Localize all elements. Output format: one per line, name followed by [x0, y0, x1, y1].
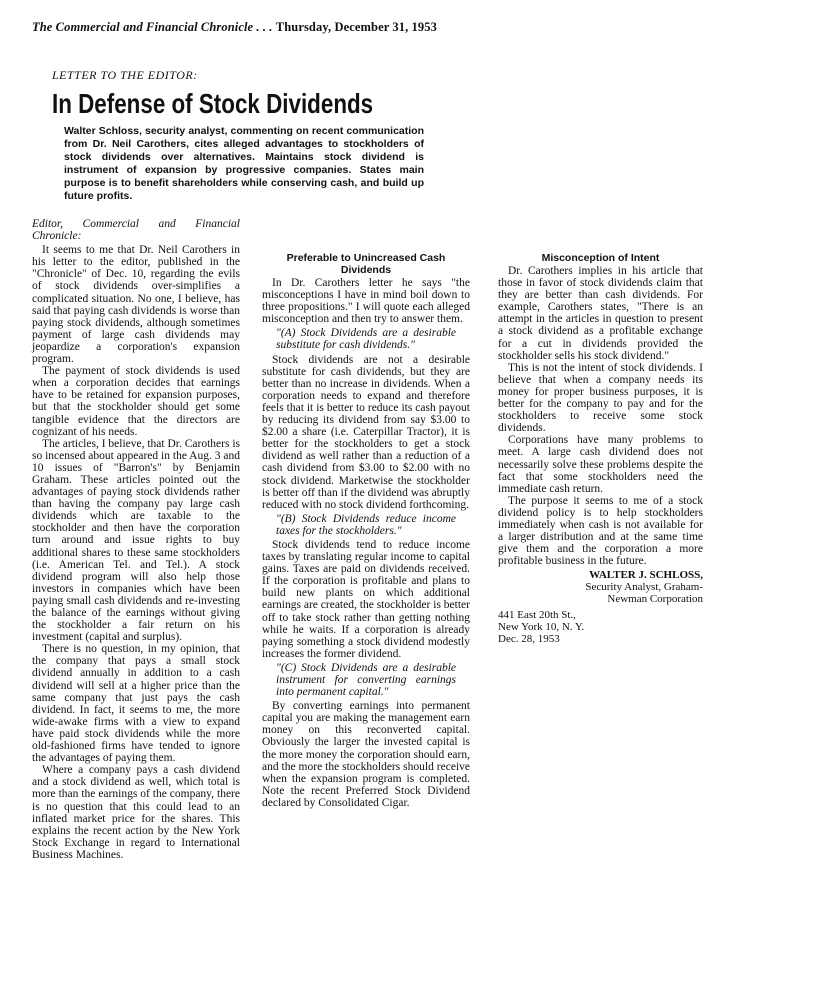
paragraph: Corporations have many problems to meet. A large cash dividend does not necessarily solve these problems despite the fact that some stockholders need the immediate cash return.	[498, 434, 703, 495]
deck-summary: Walter Schloss, security analyst, commenting on recent communication from Dr. Neil Carothers, cites alleged advantages to stockholders of stock dividends over alternatives. Maintains stock dividend is instrument of expansion by progressive companies. States main purpose is to benefit shareholders while conserving cash, and build up future profits.	[64, 125, 424, 202]
paragraph: Dr. Carothers implies in his article that those in favor of stock dividends claim that they are better than cash dividends. For example, Carothers states, "There is an attempt in the articles in question to present a stock dividend as a profitable exchange for a cut in dividends provided the stockholder sells his stock dividend."	[498, 265, 703, 362]
signature-block	[498, 569, 703, 605]
subheading: Preferable to Unincreased Cash Dividends	[286, 252, 446, 276]
article-column-1	[32, 218, 240, 861]
article-column-3	[498, 252, 703, 645]
publication-date: Thursday, December 31, 1953	[275, 20, 437, 34]
paragraph: Stock dividends tend to reduce income taxes by translating regular income to capital gains. Taxes are paid on dividends received. If the corporation is profitable and plans to build new plants on which additional earnings are created, the stockholder is better off to take stock rather than getting nothing while he waits. If a corporation is already paying something a stock dividend modestly increases the former dividend.	[262, 538, 470, 660]
paragraph: In Dr. Carothers letter he says "the misconceptions I have in mind boil down to three propositions." I will quote each alleged misconception and then try to answer them.	[262, 277, 470, 326]
author-employer: Newman Corporation	[607, 593, 703, 606]
masthead	[32, 20, 437, 35]
address-block	[498, 609, 703, 645]
quoted-proposition: "(A) Stock Dividends are a desirable substitute for cash dividends."	[276, 327, 456, 352]
quoted-proposition: "(C) Stock Dividends are a desirable instrument for converting earnings into permanent capital."	[276, 661, 456, 699]
publication-name: The Commercial and Financial Chronicle . . .	[32, 20, 273, 34]
paragraph: By converting earnings into permanent capital you are making the management earn money on this reconverted capital. Obviously the larger the invested capital is the more money the corporation should earn, and the more the stockholders should receive when the expansion program is completed. Note the recent Preferred Stock Dividend declared by Consolidated Cigar.	[262, 700, 470, 809]
paragraph: The articles, I believe, that Dr. Carothers is so incensed about appeared in the Aug. 3 and 10 issues of "Barron's" by Benjamin Graham. These articles pointed out the advantages of paying stock dividends rather than having the company pay large cash dividends which are taxable to the stockholder and then have the corporation turn around and issue rights to buy additional shares to these same stockholders (i.e. American Tel. and Tel.). A stock dividend program will also help those investors in companies which have been paying small cash dividends and re-investing the balance of the earnings without giving the stockholder a fair return on his investment (capital and surplus).	[32, 437, 240, 644]
address-line: 441 East 20th St.,	[498, 609, 576, 622]
paragraph: The payment of stock dividends is used when a corporation decides that earnings have to be retained for expansion purposes, but that the stockholder should get some tangible evidence that the directors are cognizant of his needs.	[32, 365, 240, 438]
paragraph: Where a company pays a cash dividend and a stock dividend as well, which total is more than the earnings of the company, there is no question that this could lead to an inflated market price for the shares. This explains the recent action by the New York Stock Exchange in regard to International Business Machines.	[32, 764, 240, 861]
salutation: Editor, Commercial and Financial Chronicle:	[32, 218, 240, 243]
paragraph: Stock dividends are not a desirable substitute for cash dividends, but they are better than no increase in dividends. When a corporation needs to expand and therefore feels that it is better to reduce its cash payout by reducing its dividend from say $3.00 to $2.00 a share (i.e. Caterpillar Tractor), it is better for the stockholders to get a stock dividend as well rather than a reduction of a cash dividend from $3.00 to $2.00 with no stock dividend. Marketwise the stockholder is better off than if the dividend was abruptly reduced with no stock dividend forthcoming.	[262, 353, 470, 511]
address-line: New York 10, N. Y.	[498, 621, 585, 634]
paragraph: It seems to me that Dr. Neil Carothers in his letter to the editor, published in the "Chronicle" of Dec. 10, regarding the evils of stock dividends over-simplifies a complicated situation. No one, I believe, has said that paying cash dividends is worse than paying stock dividends, although sometimes payment of large cash dividends may jeopardize a corporation's expansion program.	[32, 244, 240, 366]
author-name: WALTER J. SCHLOSS,	[589, 569, 703, 582]
paragraph: There is no question, in my opinion, that the company that pays a small stock dividend annually in addition to a cash dividend will sell at a higher price than the same company that just pays the cash dividend. In fact, it seems to me, the more wide-awake firms with a view to expand have paid stock dividends while the more old-fashioned firms have tended to ignore the advantages of paying them.	[32, 643, 240, 765]
headline: In Defense of Stock Dividends	[52, 88, 374, 119]
subheading: Misconception of Intent	[541, 252, 660, 264]
paragraph: The purpose it seems to me of a stock dividend policy is to help stockholders immediately when cash is not available for a larger distribution and at the same time give them and the corporation a more profitable business in the future.	[498, 494, 703, 568]
section-kicker: LETTER TO THE EDITOR:	[52, 68, 198, 82]
paragraph: This is not the intent of stock dividends. I believe that when a company needs its money for proper business purposes, it is better for the company to pay and for the stockholders to receive some stock dividends.	[498, 361, 703, 435]
article-column-2	[262, 252, 470, 809]
author-title: Security Analyst, Graham-	[585, 581, 703, 594]
letter-date: Dec. 28, 1953	[498, 633, 560, 646]
quoted-proposition: "(B) Stock Dividends reduce income taxes for the stockholders."	[276, 512, 456, 537]
